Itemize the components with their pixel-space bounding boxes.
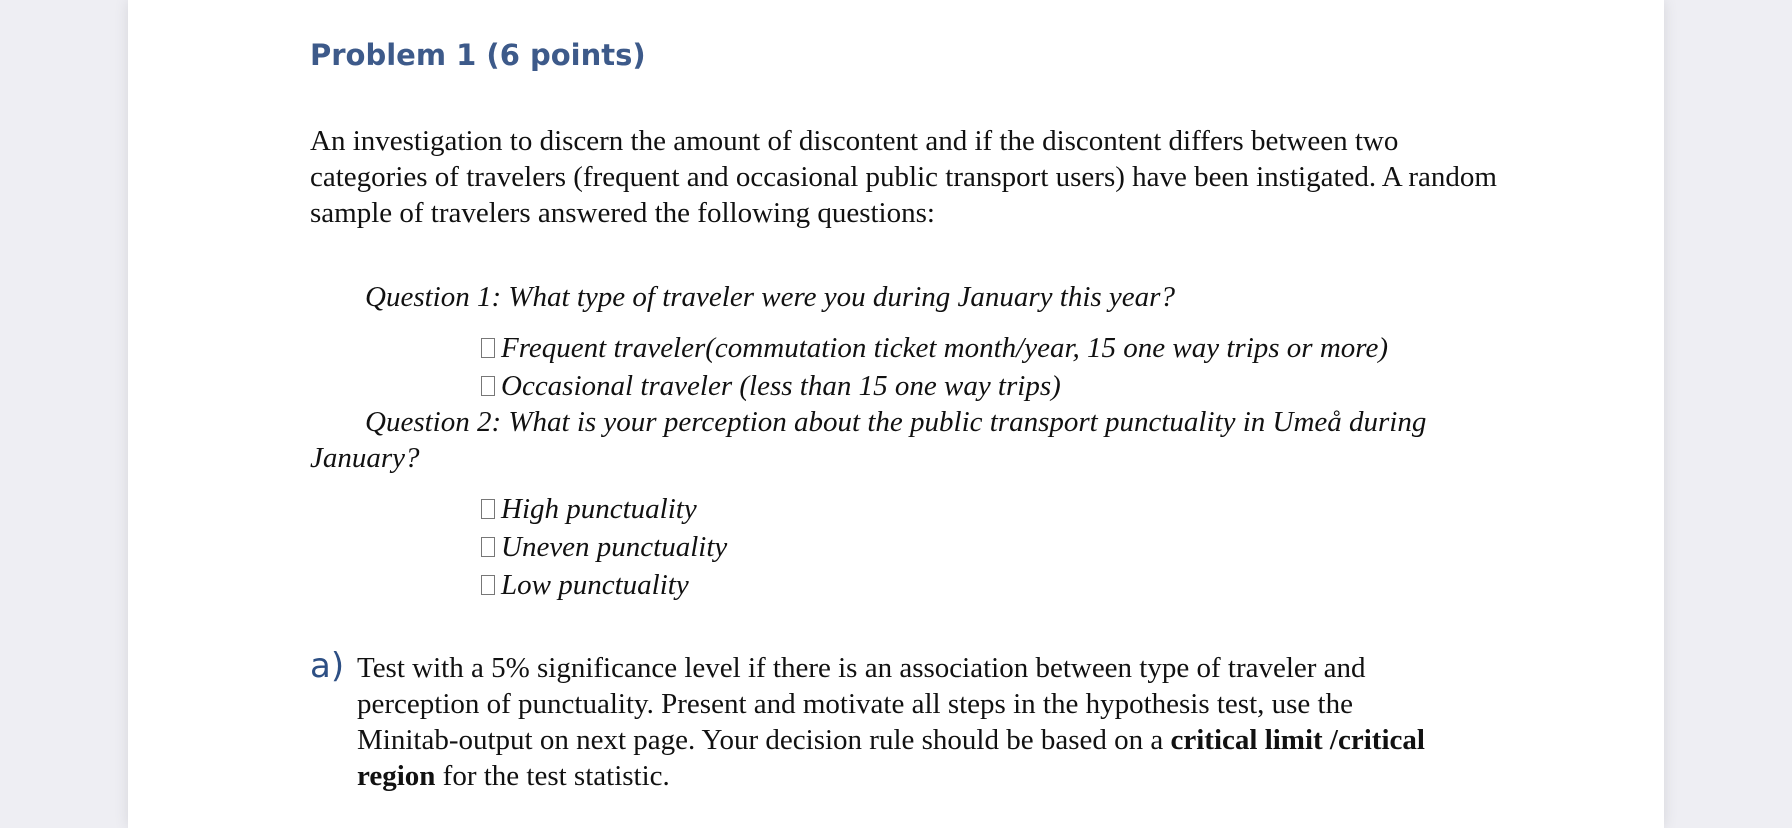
question-1-text: Question 1: What type of traveler were you during January this year? bbox=[365, 281, 1175, 313]
question-2-options bbox=[481, 490, 727, 604]
option-label: High punctuality bbox=[501, 492, 697, 525]
checkbox-icon[interactable] bbox=[481, 575, 495, 595]
question-2-text: Question 2: What is your perception about the public transport punctuality in Umeå during January? bbox=[310, 406, 1427, 474]
part-a-text-end: for the test statistic. bbox=[435, 760, 670, 792]
option-frequent-traveler[interactable] bbox=[481, 329, 1388, 367]
option-low-punctuality[interactable] bbox=[481, 566, 727, 604]
part-a-bold-term: critical limit /critical region bbox=[357, 724, 1425, 792]
option-uneven-punctuality[interactable] bbox=[481, 528, 727, 566]
checkbox-icon[interactable] bbox=[481, 376, 495, 396]
checkbox-icon[interactable] bbox=[481, 338, 495, 358]
option-label: Low punctuality bbox=[501, 568, 689, 601]
option-high-punctuality[interactable] bbox=[481, 490, 727, 528]
document-page bbox=[128, 0, 1664, 828]
intro-paragraph: An investigation to discern the amount of discontent and if the discontent differs between two categories of travelers (frequent and occasional public transport users) have been instigated. A random sample of travelers answered the following questions: bbox=[310, 125, 1497, 229]
problem-heading: Problem 1 (6 points) bbox=[310, 38, 646, 72]
checkbox-icon[interactable] bbox=[481, 499, 495, 519]
checkbox-icon[interactable] bbox=[481, 537, 495, 557]
question-1-options bbox=[481, 329, 1388, 405]
option-label: Frequent traveler(commutation ticket month/year, 15 one way trips or more) bbox=[501, 331, 1389, 364]
option-label: Occasional traveler (less than 15 one way trips) bbox=[501, 369, 1061, 402]
part-a-text bbox=[357, 650, 1447, 794]
part-a-text-start: Test with a 5% significance level if there is an association between type of traveler and perception of punctuality. Present and motivate all steps in the hypothesis test, use the Minitab-output on next page. Your decision rule should be based on a bbox=[357, 652, 1366, 756]
option-label: Uneven punctuality bbox=[501, 530, 728, 563]
option-occasional-traveler[interactable] bbox=[481, 367, 1388, 405]
part-a-label: a) bbox=[310, 646, 345, 686]
